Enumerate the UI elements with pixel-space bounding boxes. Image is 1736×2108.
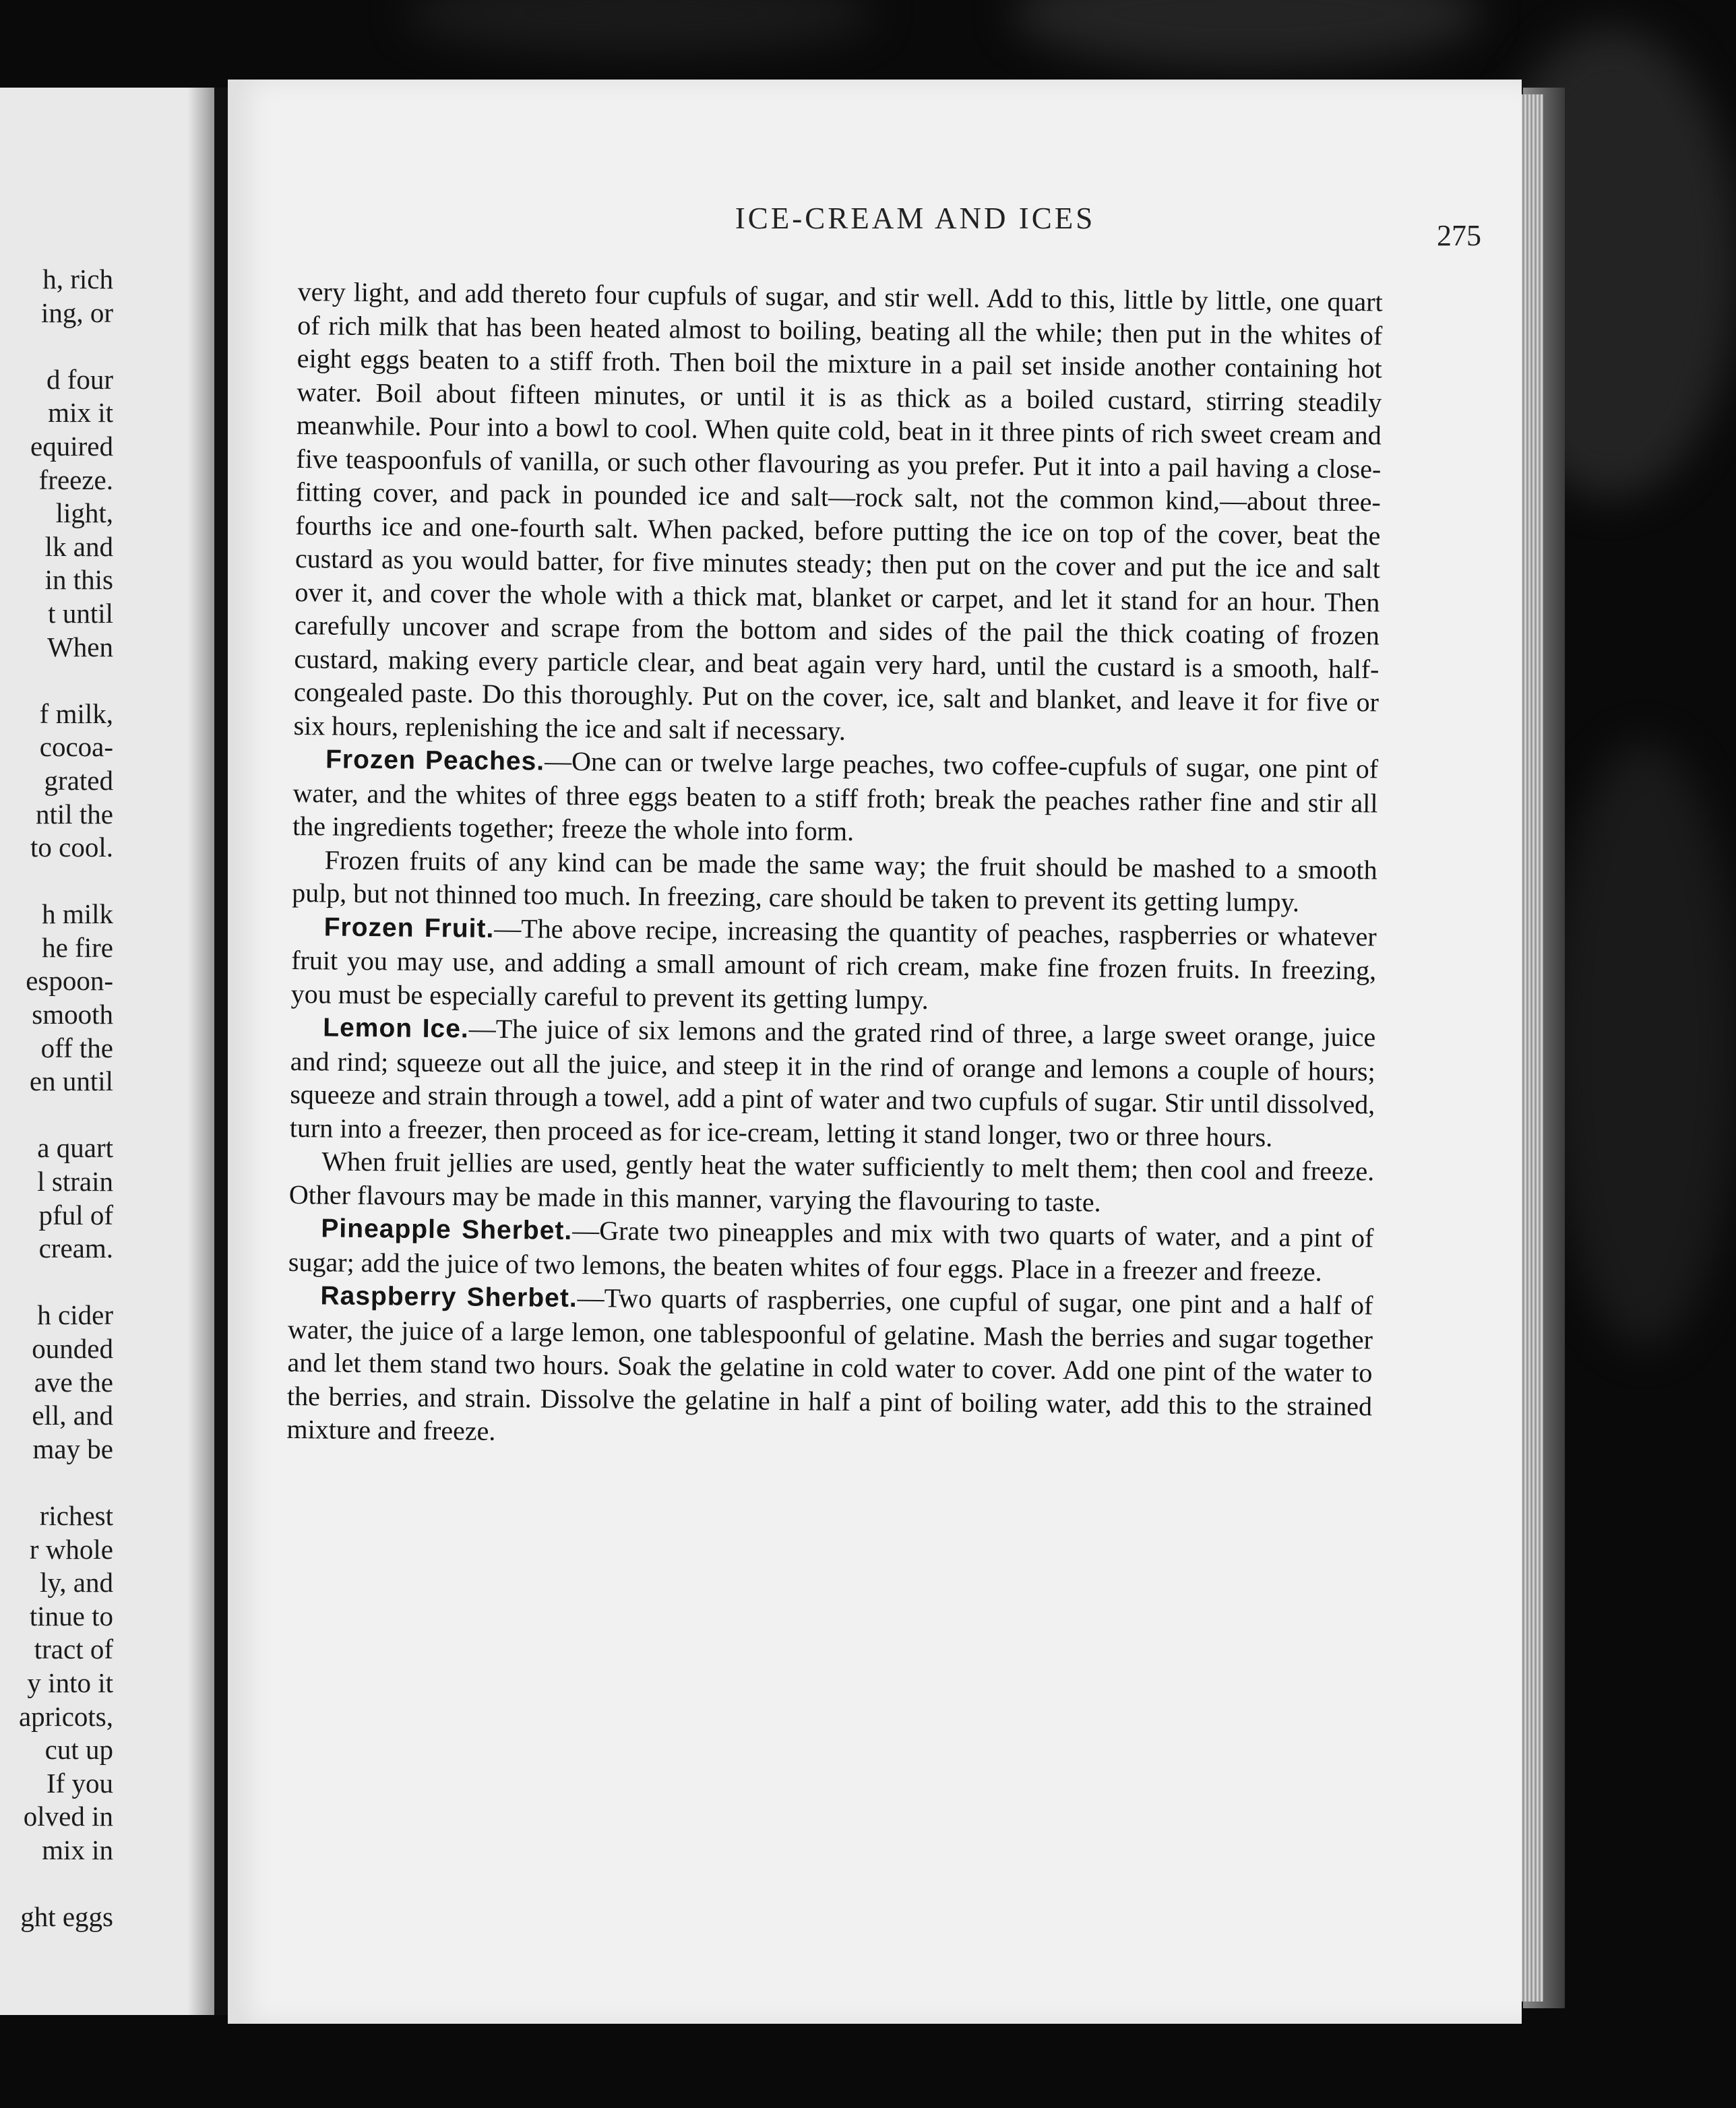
left-page-line: equired [30,430,113,462]
left-page-line: richest [39,1499,113,1531]
left-page-line: cream. [38,1233,113,1264]
right-page [228,80,1522,2024]
paragraph-text: Frozen fruits of any kind can be made the same way; the fruit should be mashed to a smooth pulp, but not thinned too much. In freezing, care should be taken to prevent its getting lumpy. [291,844,1377,918]
recipe-heading: Lemon Ice. [323,1013,469,1044]
left-page-line: espoon- [26,965,113,997]
paragraph-text: —The above recipe, increasing the quantity of peaches, raspberries or whatever fruit you may use, and adding a small amount of rich cream, make fine frozen fruits. In freezing, you must be especially careful to prevent its getting lumpy. [290,912,1377,1015]
left-page-line [0,1098,113,1132]
left-page-line [0,1466,113,1499]
recipe-heading: Frozen Fruit. [323,912,495,943]
recipe-heading: Pineapple Sherbet. [321,1214,573,1245]
left-page-line: l strain [37,1166,113,1198]
left-page-line: r whole [29,1533,113,1565]
left-page-line: smooth [32,999,113,1030]
left-page-line: y into it [27,1667,113,1698]
left-page-line: to cool. [30,832,113,863]
left-page-line: mix in [42,1834,113,1865]
left-page-line: apricots, [18,1700,113,1732]
recipe-heading: Frozen Peaches. [325,745,545,776]
left-page-line: freeze. [38,464,113,495]
left-page-line [0,865,113,898]
body-paragraph [293,275,1383,752]
left-page-line: olved in [23,1801,113,1832]
left-page-line: ell, and [32,1400,113,1431]
left-page-line: If you [46,1767,113,1799]
left-page-line: d four [46,363,113,395]
left-page-line: grated [44,764,113,796]
left-page-line [0,1867,113,1901]
recipe-paragraph [290,1010,1376,1154]
left-page-line: h cider [37,1299,113,1331]
left-page-line: ounded [32,1333,113,1364]
left-page-line: en until [29,1065,113,1097]
left-page-line: off the [40,1032,113,1063]
page-number: 275 [1437,219,1481,252]
left-page-line [0,330,113,363]
left-page-line: f milk, [39,698,113,729]
recipe-heading: Raspberry Sherbet. [320,1281,578,1313]
paragraph-text: —Grate two pineapples and mix with two quarts of water, and a pint of sugar; add the juice of two lemons, the beaten whites of four eggs. Place in a freezer and freeze. [288,1214,1374,1287]
left-page-line: ly, and [40,1567,113,1599]
left-page-line: cut up [44,1734,113,1766]
left-page-line: mix it [48,397,113,429]
recipe-paragraph [288,1211,1374,1289]
left-page-line: light, [55,497,113,529]
left-page-line: a quart [37,1132,113,1164]
body-paragraph [292,842,1377,919]
running-head: ICE-CREAM AND ICES [735,202,1096,235]
left-page-line: cocoa- [39,731,113,763]
left-page-line: t until [48,597,113,629]
left-page-line: tinue to [29,1600,113,1632]
left-page-line: ntil the [35,798,113,830]
left-page-line: pful of [38,1199,113,1231]
background-texture [404,0,876,54]
left-page-line: lk and [44,530,113,562]
left-page-line: ave the [34,1366,113,1398]
recipe-paragraph [286,1278,1373,1456]
left-page-line [0,664,113,698]
left-page-line: he fire [42,931,113,963]
left-page-text [0,263,113,1934]
body-paragraph [289,1144,1375,1221]
paragraph-text: When fruit jellies are used, gently heat the water sufficiently to melt them; then cool and freeze. Other flavours may be made in this manner, varying the flavouring to taste. [288,1146,1375,1218]
paragraph-text: —Two quarts of raspberries, one cupful of sugar, one pint and a half of water, the juice of a large lemon, one tablespoonful of gelatine. Mash the berries and sugar together and let them stand two hours. Soak the gelatine in cold water to cover. Add one pint of the water to the berries, and strain. Dissolve the gelatine in half a pint of boiling water, add this to the strained mixture and freeze. [286,1282,1373,1446]
paragraph-text: —The juice of six lemons and the grated rind of three, a large sweet orange, juice and rind; squeeze out all the juice, and steep it in the rind of orange and lemons a couple of hours; squeeze and strain through a towel, add a pint of water and two cupfuls of sugar. Stir until dissolved, turn into a freezer, then proceed as for ice-cream, letting it stand longer, two or three hours. [289,1013,1376,1152]
paragraph-text: —One can or twelve large peaches, two coffee-cupfuls of sugar, one pint of water, and the whites of three eggs beaten to a stiff froth; break the peaches rather fine and stir all the ingredients together; freeze the whole into form. [292,745,1379,846]
recipe-paragraph [291,909,1377,1020]
recipe-paragraph [292,742,1378,853]
left-page-line: ing, or [40,297,113,328]
left-page-line: in this [44,564,113,596]
left-page-line: may be [32,1433,113,1464]
paragraph-text: very light, and add thereto four cupfuls of sugar, and stir well. Add to this, little by little, one quart of rich milk that has been heated almost to boiling, beating all the while; then put in the whites of eight eggs beaten to a stiff froth. Then boil the mixture in a pail set inside another containing hot water. Boil about fifteen minutes, or until it is as thick as a boiled custard, stirring steadily meanwhile. Pour into a bowl to cool. When quite cold, beat in it three pints of rich sweet cream and five teaspoonfuls of vanilla, or such other flavouring as you prefer. Put it into a pail having a close-fitting cover, and pack in pounded ice and salt—rock salt, not the common kind,—about three-fourths ice and one-fourth salt. When packed, before putting the ice on top of the cover, beat the custard as you would batter, for five minutes steady; then put on the cover and put the ice and salt over it, and cover the whole with a thick mat, blanket or carpet, and let it stand for an hour. Then carefully uncover and scrape from the bottom and sides of the pail the thick coating of frozen custard, making every particle clear, and beat again very hard, until the custard is a smooth, half-congealed paste. Do this thoroughly. Put on the cover, ice, salt and blanket, and leave it for five or six hours, replenishing the ice and salt if necessary. [293,276,1383,746]
left-page-line: tract of [34,1634,113,1665]
left-page-line [0,1266,113,1299]
gutter-shadow [187,88,214,2015]
left-page-line: h milk [42,898,113,930]
book-gutter [214,88,228,2015]
left-page-line: When [47,631,113,662]
background-texture [1011,0,1483,67]
background-texture [1550,741,1736,1348]
left-page-line: ght eggs [20,1901,113,1933]
page-body [286,275,1383,1456]
left-facing-page [0,88,214,2015]
left-page-line: h, rich [42,264,113,294]
